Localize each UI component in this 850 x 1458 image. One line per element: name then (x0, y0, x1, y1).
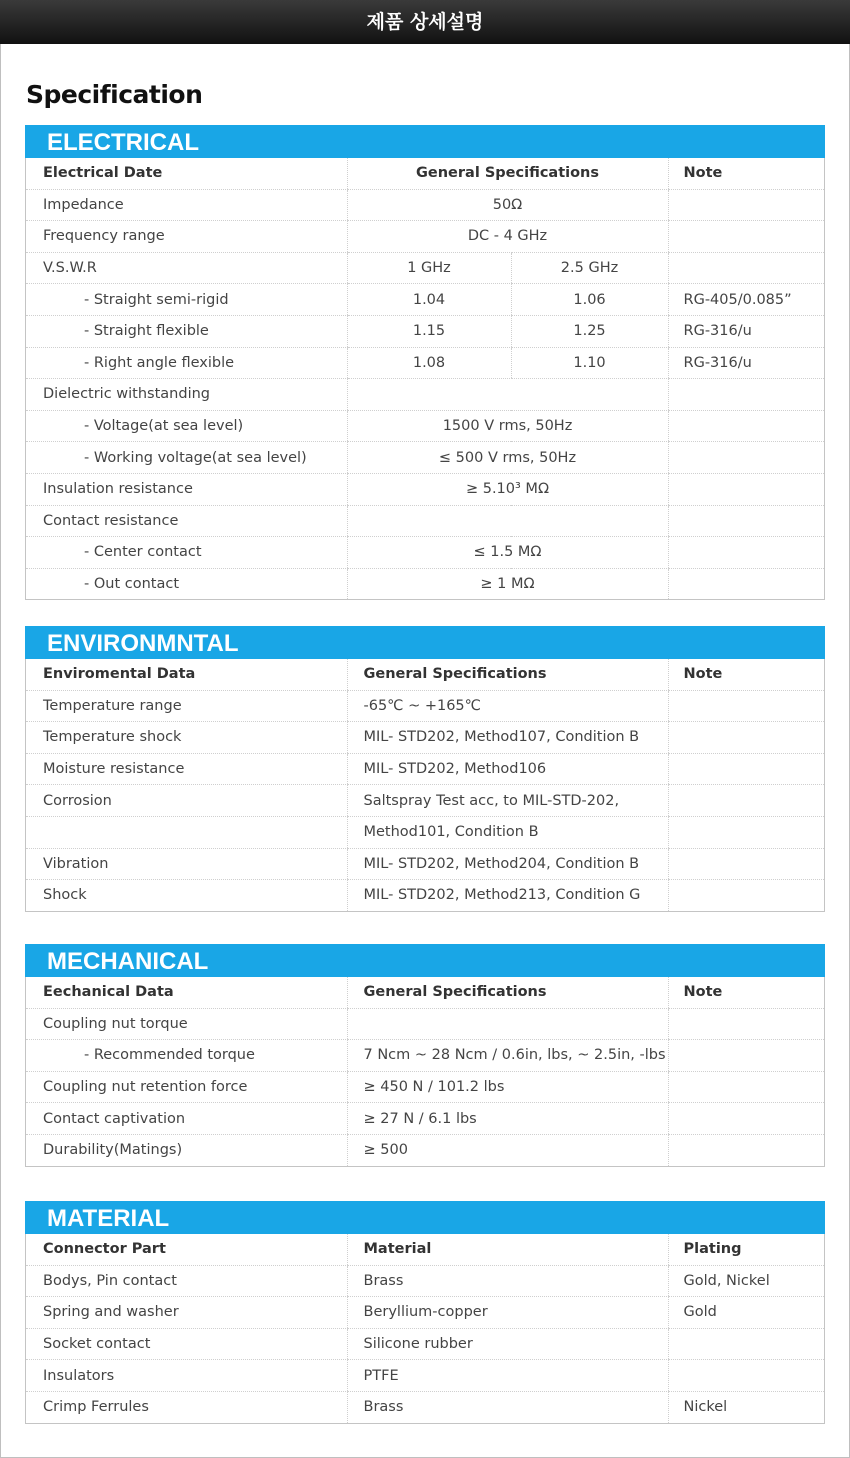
row-note (668, 505, 824, 537)
header-cell: Electrical Date (26, 158, 347, 189)
row-spec: ≤ 500 V rms, 50Hz (347, 442, 668, 474)
row-note (668, 848, 824, 880)
table-row (26, 785, 824, 817)
row-note: Nickel (668, 1391, 824, 1422)
table-row (26, 410, 824, 442)
row-label: - Working voltage(at sea level) (26, 442, 347, 474)
row-label (26, 816, 347, 848)
table-row (26, 537, 824, 569)
row-label: Coupling nut torque (26, 1008, 347, 1040)
table-row (26, 1071, 824, 1103)
table-row (26, 189, 824, 221)
row-spec: 50Ω (347, 189, 668, 221)
row-spec: Brass (347, 1391, 668, 1422)
row-spec: ≥ 5.10³ MΩ (347, 473, 668, 505)
table-row (26, 568, 824, 599)
page-title: Specification (26, 80, 203, 109)
row-note (668, 379, 824, 411)
row-note (668, 880, 824, 911)
table-row (26, 848, 824, 880)
row-label: V.S.W.R (26, 252, 347, 284)
row-label: Bodys, Pin contact (26, 1265, 347, 1297)
row-spec: Beryllium-copper (347, 1297, 668, 1329)
row-value-1: 1.08 (347, 347, 511, 379)
row-spec: ≥ 450 N / 101.2 lbs (347, 1071, 668, 1103)
header-cell: Note (668, 977, 824, 1008)
row-label: Contact resistance (26, 505, 347, 537)
row-spec: Silicone rubber (347, 1328, 668, 1360)
row-note (668, 1040, 824, 1072)
row-label: - Right angle flexible (26, 347, 347, 379)
environmental-section (25, 626, 825, 912)
row-value-2: 1.10 (511, 347, 668, 379)
table-row (26, 722, 824, 754)
row-spec: -65℃ ~ +165℃ (347, 690, 668, 722)
table-row (26, 505, 824, 537)
row-label: Crimp Ferrules (43, 1399, 149, 1416)
table-row (26, 221, 824, 253)
row-note (668, 1008, 824, 1040)
row-note (668, 537, 824, 569)
row-spec: MIL- STD202, Method213, Condition G (347, 880, 668, 911)
table-row (26, 252, 824, 284)
row-spec: PTFE (347, 1360, 668, 1392)
environmental-table (26, 659, 824, 911)
row-label: Insulation resistance (26, 473, 347, 505)
electrical-table (26, 158, 824, 599)
row-note (668, 568, 824, 599)
table-header-row (26, 977, 824, 1008)
row-note: RG-405/0.085” (668, 284, 824, 316)
row-spec: DC - 4 GHz (347, 221, 668, 253)
mechanical-table (26, 977, 824, 1166)
row-spec: ≥ 27 N / 6.1 lbs (347, 1103, 668, 1135)
row-spec: ≥ 1 MΩ (347, 568, 668, 599)
row-note (668, 1103, 824, 1135)
table-row (26, 753, 824, 785)
row-label: Contact captivation (26, 1103, 347, 1135)
header-cell: Enviromental Data (26, 659, 347, 690)
table-row (26, 1391, 824, 1422)
row-note: RG-316/u (668, 347, 824, 379)
table-row (26, 347, 824, 379)
header-cell: Plating (668, 1234, 824, 1265)
row-spec (347, 505, 668, 537)
header-cell: Material (347, 1234, 668, 1265)
row-spec: MIL- STD202, Method107, Condition B (347, 722, 668, 754)
section-title: ELECTRICAL (25, 125, 825, 158)
row-value-1: 1.04 (347, 284, 511, 316)
row-note (668, 1360, 824, 1392)
section-title: ENVIRONMNTAL (25, 626, 825, 659)
row-note (668, 442, 824, 474)
header-cell: General Specifications (347, 977, 668, 1008)
electrical-section (25, 125, 825, 600)
row-label: - Straight semi-rigid (26, 284, 347, 316)
row-note (668, 252, 824, 284)
row-spec: MIL- STD202, Method106 (347, 753, 668, 785)
row-note: Gold (668, 1297, 824, 1329)
row-spec: ≤ 1.5 MΩ (347, 537, 668, 569)
mechanical-section (25, 944, 825, 1167)
row-note (668, 1328, 824, 1360)
table-row (26, 816, 824, 848)
row-note (668, 473, 824, 505)
row-label: Insulators (26, 1360, 347, 1392)
row-label: Coupling nut retention force (26, 1071, 347, 1103)
row-value-1: 1 GHz (347, 252, 511, 284)
header-cell: Connector Part (26, 1234, 347, 1265)
section-title: MECHANICAL (25, 944, 825, 977)
row-note (668, 1134, 824, 1165)
row-label: Impedance (26, 189, 347, 221)
table-row (26, 690, 824, 722)
table-row (26, 1265, 824, 1297)
row-note (668, 785, 824, 817)
row-label: Vibration (26, 848, 347, 880)
row-note (668, 690, 824, 722)
table-row (26, 473, 824, 505)
row-spec: Brass (347, 1265, 668, 1297)
table-header-row (26, 659, 824, 690)
row-note (668, 1071, 824, 1103)
row-value-2: 1.25 (511, 315, 668, 347)
table-row (26, 442, 824, 474)
row-label: - Center contact (26, 537, 347, 569)
row-label: - Voltage(at sea level) (26, 410, 347, 442)
row-note (668, 722, 824, 754)
row-label: - Recommended torque (26, 1040, 347, 1072)
row-spec: ≥ 500 (347, 1134, 668, 1165)
row-note (668, 221, 824, 253)
material-table (26, 1234, 824, 1423)
row-label: Shock (43, 887, 87, 904)
table-row (26, 315, 824, 347)
row-note: Gold, Nickel (668, 1265, 824, 1297)
row-label: Spring and washer (26, 1297, 347, 1329)
row-label: - Out contact (84, 576, 180, 593)
row-note (668, 816, 824, 848)
table-row (26, 1040, 824, 1072)
row-note (668, 410, 824, 442)
row-label: Durability(Matings) (43, 1142, 183, 1159)
table-header-row (26, 158, 824, 189)
header-cell: General Specifications (347, 158, 668, 189)
material-section (25, 1201, 825, 1424)
row-value-1: 1.15 (347, 315, 511, 347)
header-cell: Eechanical Data (26, 977, 347, 1008)
row-label: Temperature shock (26, 722, 347, 754)
row-note: RG-316/u (668, 315, 824, 347)
row-label: Dielectric withstanding (26, 379, 347, 411)
row-label: - Straight flexible (26, 315, 347, 347)
header-title: 제품 상세설명 (366, 11, 484, 33)
header-cell: Note (668, 659, 824, 690)
row-label: Frequency range (26, 221, 347, 253)
table-header-row (26, 1234, 824, 1265)
header-cell: Note (668, 158, 824, 189)
row-spec: 1500 V rms, 50Hz (347, 410, 668, 442)
row-value-2: 1.06 (511, 284, 668, 316)
page-header (0, 0, 850, 44)
table-row (26, 1297, 824, 1329)
row-note (668, 189, 824, 221)
table-row (26, 1360, 824, 1392)
row-spec: Saltspray Test acc, to MIL-STD-202, (347, 785, 668, 817)
row-spec: 7 Ncm ~ 28 Ncm / 0.6in, lbs, ~ 2.5in, -lbs (347, 1040, 668, 1072)
table-row (26, 1008, 824, 1040)
table-row (26, 1328, 824, 1360)
table-row (26, 1103, 824, 1135)
row-spec (347, 379, 668, 411)
row-spec: Method101, Condition B (347, 816, 668, 848)
row-value-2: 2.5 GHz (511, 252, 668, 284)
row-spec: MIL- STD202, Method204, Condition B (347, 848, 668, 880)
row-note (668, 753, 824, 785)
table-row (26, 379, 824, 411)
table-row (26, 1134, 824, 1165)
row-label: Moisture resistance (26, 753, 347, 785)
section-title: MATERIAL (25, 1201, 825, 1234)
header-cell: General Specifications (347, 659, 668, 690)
row-label: Corrosion (26, 785, 347, 817)
row-spec (347, 1008, 668, 1040)
table-row (26, 880, 824, 911)
row-label: Temperature range (26, 690, 347, 722)
table-row (26, 284, 824, 316)
row-label: Socket contact (26, 1328, 347, 1360)
